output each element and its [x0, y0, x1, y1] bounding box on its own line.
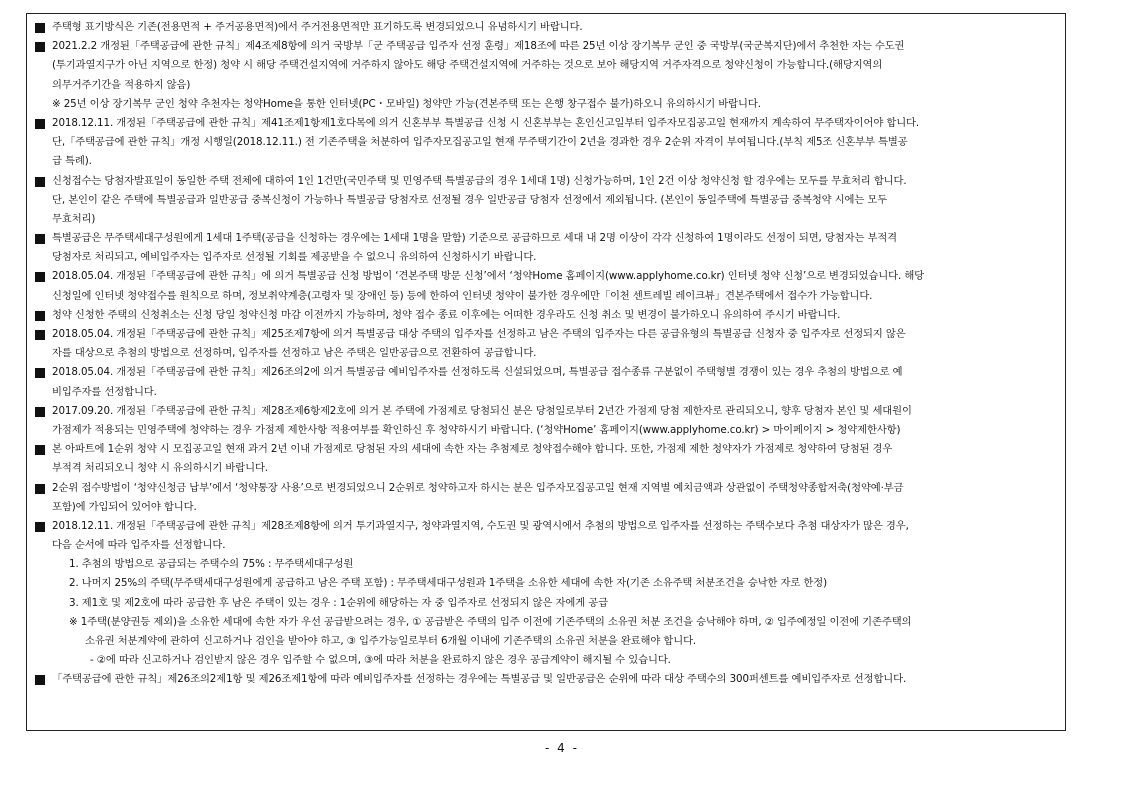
notice-text-line: 신청일에 인터넷 청약접수를 원칙으로 하며, 정보취약계층(고령자 및 장애인 등) 등에 한하여 인터넷 청약이 불가한 경우에만「이천 센트레빌 레이크뷰」견본주택에서 접수가 가능합니다.: [52, 289, 873, 302]
square-bullet-icon: [35, 675, 45, 685]
square-bullet-icon: [35, 330, 45, 340]
notice-text-line: 「주택공급에 관한 규칙」제26조의2제1항 및 제26조제1항에 따라 예비입주자를 선정하는 경우에는 특별공급 및 일반공급은 순위에 따라 대상 주택수의 300퍼센트를 예비입주자로 선정합니다.: [52, 673, 907, 686]
square-bullet-icon: [35, 484, 45, 494]
notice-text-line: 2018.05.04. 개정된「주택공급에 관한 규칙」에 의거 특별공급 신청 방법이 ‘견본주택 방문 신청’에서 ‘청약Home 홈페이지(www.applyhome.co.kr) 인터넷 청약 신청’으로 변경되었습니다. 해당: [52, 270, 925, 283]
notice-text-line: 2018.05.04. 개정된「주택공급에 관한 규칙」제26조의2에 의거 특별공급 예비입주자를 선정하도록 신설되었으며, 특별공급 접수종류 구분없이 주택형별 경쟁이 있는 경우 추첨의 방법으로 예: [52, 366, 903, 379]
square-bullet-icon: [35, 42, 45, 52]
notice-sub-line: 2. 나머지 25%의 주택(무주택세대구성원에게 공급하고 남은 주택 포함) : 무주택세대구성원과 1주택을 소유한 세대에 속한 자(기존 소유주택 처분조건을 승낙한 자로 한정): [69, 577, 828, 590]
notice-text-line: 당첨자로 처리되고, 예비입주자는 입주자로 선정될 기회를 제공받을 수 없으니 유의하여 신청하시기 바랍니다.: [52, 251, 537, 264]
notice-sub-line: ※ 1주택(분양권등 제외)을 소유한 세대에 속한 자가 우선 공급받으려는 경우, ① 공급받은 주택의 입주 이전에 기존주택의 소유권 처분 조건을 승낙해야 하며, ② 입주예정일 이전에 기존주택의: [69, 615, 912, 628]
notice-sub-line: 1. 추첨의 방법으로 공급되는 주택수의 75% : 무주택세대구성원: [69, 558, 354, 571]
notice-text-line: 무효처리): [52, 212, 96, 225]
notice-text-line: 비입주자를 선정합니다.: [52, 385, 157, 398]
square-bullet-icon: [35, 311, 45, 321]
notice-item: [35, 18, 1059, 37]
page-number: - 4 -: [545, 741, 579, 755]
notice-text-line: 포함)에 가입되어 있어야 합니다.: [52, 500, 197, 513]
notice-item: [35, 363, 1059, 401]
notice-item: [35, 114, 1059, 172]
notice-text-line: 단, 본인이 같은 주택에 특별공급과 일반공급 중복신청이 가능하나 특별공급 당첨자로 선정될 경우 일반공급 당첨자 선정에서 제외됩니다. (본인이 동일주택에 특별공급 중복청약 시에는 모두: [52, 193, 888, 206]
notice-text-line: 2순위 접수방법이 ‘청약신청금 납부’에서 ‘청약통장 사용’으로 변경되었으니 2순위로 청약하고자 하시는 분은 입주자모집공고일 현재 지역별 예치금액과 상관없이 주택청약종합저축(청약예·부금: [52, 481, 904, 494]
notice-item: [35, 670, 1059, 689]
notice-text-line: 다음 순서에 따라 입주자를 선정합니다.: [52, 539, 226, 552]
notice-text-line: 2017.09.20. 개정된「주택공급에 관한 규칙」제28조제6항제2호에 의거 본 주택에 가점제로 당첨되신 분은 당첨일로부터 2년간 가점제 당첨 제한자로 관리되오니, 향후 당첨자 본인 및 세대원이: [52, 404, 912, 417]
notice-text-line: 2018.12.11. 개정된「주택공급에 관한 규칙」제41조제1항제1호다목에 의거 신혼부부 특별공급 신청 시 신혼부부는 혼인신고일부터 입주자모집공고일 현재까지 계속하여 무주택자이어야 합니다.: [52, 116, 920, 129]
square-bullet-icon: [35, 119, 45, 129]
notice-item: [35, 229, 1059, 267]
notice-text-line: 단,「주택공급에 관한 규칙」개정 시행일(2018.12.11.) 전 기존주택을 처분하여 입주자모집공고일 현재 무주택기간이 2년을 경과한 경우 2순위 자격이 부여됩니다.(부칙 제5조 신혼부부 특별공: [52, 136, 908, 149]
notice-text-line: 2018.12.11. 개정된「주택공급에 관한 규칙」제28조제8항에 의거 투기과열지구, 청약과열지역, 수도권 및 광역시에서 추첨의 방법으로 입주자를 선정하는 주택수보다 추첨 대상자가 많은 경우,: [52, 519, 909, 532]
notice-text-line: 의무거주기간을 적용하지 않음): [52, 78, 191, 91]
notice-text-line: 급 특례).: [52, 155, 92, 168]
notice-text-line: 가점제가 적용되는 민영주택에 청약하는 경우 가점제 제한사항 적용여부를 확인하신 후 청약하시기 바랍니다. (‘청약Home’ 홈페이지(www.applyhome.co.kr) > 마이페이지 > 청약제한사항): [52, 423, 901, 436]
square-bullet-icon: [35, 368, 45, 378]
notice-sub-line: 소유권 처분계약에 관하여 신고하거나 검인을 받아야 하고, ③ 입주가능일로부터 6개월 이내에 기존주택의 소유권 처분을 완료해야 합니다.: [85, 635, 697, 647]
notice-item: [35, 37, 1059, 114]
square-bullet-icon: [35, 272, 45, 282]
notice-text-line: ※ 25년 이상 장기복무 군인 청약 추천자는 청약Home을 통한 인터넷(PC・모바일) 청약만 가능(견본주택 또는 은행 창구접수 불가)하오니 유의하시기 바랍니다.: [52, 97, 761, 110]
notice-item: [35, 172, 1059, 230]
notice-text-line: 자를 대상으로 추첨의 방법으로 선정하며, 입주자를 선정하고 남은 주택은 일반공급으로 전환하여 공급합니다.: [52, 347, 537, 360]
notice-item: [35, 440, 1059, 478]
square-bullet-icon: [35, 522, 45, 532]
notice-text-line: 2021.2.2 개정된「주택공급에 관한 규칙」제4조제8항에 의거 국방부「군 주택공급 입주자 선정 훈령」제18조에 따른 25년 이상 장기복무 군인 중 국방부(국군복지단)에서 추천한 자는 수도권: [52, 40, 905, 53]
notice-text-line: (투기과열지구가 아닌 지역으로 한정) 청약 시 해당 주택건설지역에 거주하지 않아도 해당 주택건설지역에 거주하는 것으로 보아 해당지역 거주자격으로 청약신청이 가능합니다.(해당지역의: [52, 59, 883, 72]
square-bullet-icon: [35, 234, 45, 244]
notice-item: [35, 306, 1059, 325]
notice-item: [35, 402, 1059, 440]
notice-item: [35, 479, 1059, 517]
notice-item: [35, 267, 1059, 305]
notice-text-line: 2018.05.04. 개정된「주택공급에 관한 규칙」제25조제7항에 의거 특별공급 대상 주택의 입주자를 선정하고 남은 주택의 입주자는 다른 공급유형의 특별공급 신청자 중 입주자로 선정되지 않은: [52, 328, 906, 340]
square-bullet-icon: [35, 407, 45, 417]
square-bullet-icon: [35, 177, 45, 187]
notice-sub-line: 3. 제1호 및 제2호에 따라 공급한 후 남은 주택이 있는 경우 : 1순위에 해당하는 자 중 입주자로 선정되지 않은 자에게 공급: [69, 596, 608, 609]
notice-sub-line: - ②에 따라 신고하거나 검인받지 않은 경우 입주할 수 없으며, ③에 따라 처분을 완료하지 않은 경우 공급계약이 해지될 수 있습니다.: [90, 654, 671, 667]
square-bullet-icon: [35, 23, 45, 33]
square-bullet-icon: [35, 445, 45, 455]
notice-text-line: 주택형 표기방식은 기존(전용면적 + 주거공용면적)에서 주거전용면적만 표기하도록 변경되었으니 유념하시기 바랍니다.: [52, 21, 583, 33]
notice-text-line: 본 아파트에 1순위 청약 시 모집공고일 현재 과거 2년 이내 가점제로 당첨된 자의 세대에 속한 자는 추첨제로 청약접수해야 합니다. 또한, 가점제 제한 청약자가 가점제로 청약하여 당첨된 경우: [52, 443, 893, 456]
notice-item: [35, 517, 1059, 671]
notice-box: [26, 13, 1066, 731]
notice-text-line: 신청접수는 당첨자발표일이 동일한 주택 전체에 대하여 1인 1건만(국민주택 및 민영주택 특별공급의 경우 1세대 1명) 신청가능하며, 1인 2건 이상 청약신청 할 경우에는 모두를 무효처리 합니다.: [52, 174, 907, 187]
notice-text-line: 부적격 처리되오니 청약 시 유의하시기 바랍니다.: [52, 462, 268, 475]
notice-item: [35, 325, 1059, 363]
notice-text-line: 청약 신청한 주택의 신청취소는 신청 당일 청약신청 마감 이전까지 가능하며, 청약 접수 종료 이후에는 어떠한 경우라도 신청 취소 및 변경이 불가하오니 유의하여 주시기 바랍니다.: [52, 308, 841, 321]
notice-text-line: 특별공급은 무주택세대구성원에게 1세대 1주택(공급을 신청하는 경우에는 1세대 1명을 말함) 기준으로 공급하므로 세대 내 2명 이상이 각각 신청하여 1명이라도 선정이 되면, 당첨자는 부적격: [52, 232, 898, 245]
